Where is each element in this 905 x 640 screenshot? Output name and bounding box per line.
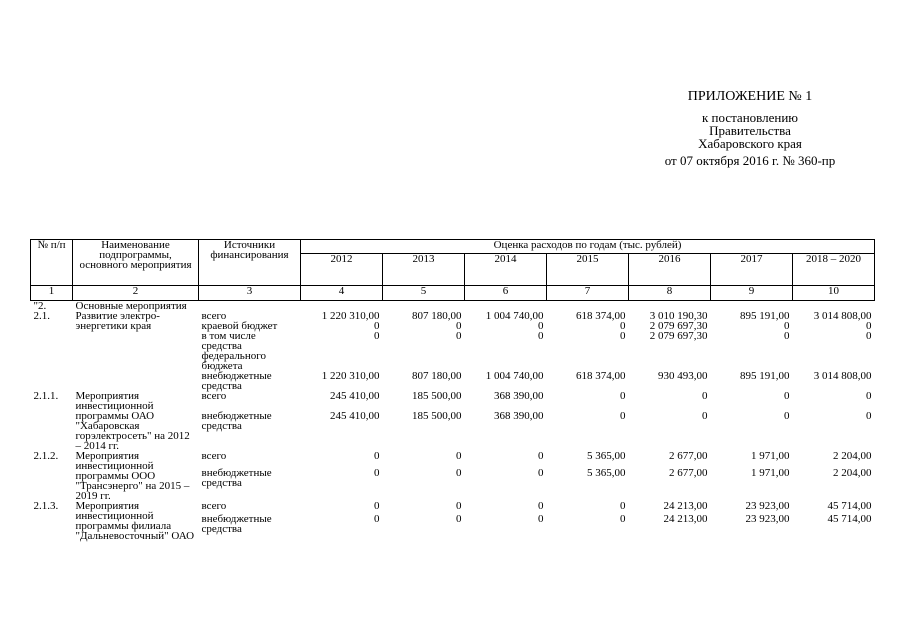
amount-cell: 368 390,00 <box>494 390 544 402</box>
amount-cell: 0 <box>456 450 462 462</box>
amount-cell: 0 <box>620 500 626 512</box>
amount-cell: 0 <box>456 466 462 479</box>
amount-cell: 23 923,00 <box>745 500 790 512</box>
column-number: 4 <box>301 286 383 301</box>
amount-cell: 0 <box>456 330 462 342</box>
amount-cell: 0 <box>784 330 790 342</box>
amount-cell: 5 365,00 <box>587 450 626 462</box>
header-estimate: Оценка расходов по годам (тыс. рублей) <box>301 240 875 254</box>
amount-cell: 1 971,00 <box>751 466 790 479</box>
amount-cell: 368 390,00 <box>494 410 544 422</box>
year-header: 2013 <box>383 254 465 286</box>
section-num: "2. <box>33 300 47 312</box>
amount-cell: 0 <box>538 513 544 526</box>
amount-cell: 807 180,00 <box>412 370 462 382</box>
amount-cell: 3 014 808,00 <box>813 370 872 382</box>
appendix-title: ПРИЛОЖЕНИЕ № 1 <box>687 89 813 104</box>
year-header: 2015 <box>547 254 629 286</box>
item-name: Мероприятия инвестиционной программы ООО "Трансэнерго" на 2015 – 2019 гг. <box>75 450 190 502</box>
amount-cell: 1 004 740,00 <box>485 310 544 322</box>
year-header: 2016 <box>629 254 711 286</box>
amount-cell: 3 014 808,00 <box>813 310 872 322</box>
financing-source: всего <box>201 450 227 462</box>
item-name: Мероприятия инвестиционной программы ОАО "Хабаровская горэлектросеть" на 2012 – 2014 гг. <box>75 390 190 452</box>
amount-cell: 0 <box>374 450 380 462</box>
amount-cell: 45 714,00 <box>827 500 872 512</box>
amount-cell: 0 <box>866 320 872 332</box>
amount-cell: 1 004 740,00 <box>485 370 544 382</box>
amount-cell: 0 <box>784 410 790 422</box>
amount-cell: 245 410,00 <box>330 390 380 402</box>
amount-cell: 0 <box>866 410 872 422</box>
financing-source: краевой бюджет <box>201 320 278 332</box>
amount-cell: 0 <box>702 410 708 422</box>
item-num: 2.1.3. <box>33 500 59 512</box>
amount-cell: 24 213,00 <box>663 500 708 512</box>
amount-cell: 0 <box>374 320 380 332</box>
table-row <box>31 451 875 468</box>
column-number: 9 <box>711 286 793 301</box>
amount-cell: 3 010 190,30 <box>649 310 708 322</box>
amount-cell: 0 <box>702 390 708 402</box>
column-number: 7 <box>547 286 629 301</box>
amount-cell: 23 923,00 <box>745 513 790 526</box>
amount-cell: 5 365,00 <box>587 466 626 479</box>
financing-source: всего <box>201 390 227 402</box>
year-header: 2012 <box>301 254 383 286</box>
header-num: № п/п <box>31 240 73 286</box>
item-num: 2.1. <box>33 310 50 322</box>
amount-cell: 895 191,00 <box>740 310 790 322</box>
amount-cell: 0 <box>374 513 380 526</box>
amount-cell: 24 213,00 <box>663 513 708 526</box>
amount-cell: 2 204,00 <box>833 450 872 462</box>
table-row <box>31 311 875 321</box>
amount-cell: 0 <box>456 500 462 512</box>
section-name: Основные мероприятия <box>75 300 187 312</box>
item-name: Мероприятия инвестиционной программы филиала "Дальневосточный" ОАО <box>75 500 195 542</box>
amount-cell: 0 <box>620 410 626 422</box>
financing-source: всего <box>201 310 227 322</box>
amount-cell: 0 <box>784 390 790 402</box>
amount-cell: 185 500,00 <box>412 390 462 402</box>
amount-cell: 185 500,00 <box>412 410 462 422</box>
amount-cell: 0 <box>866 330 872 342</box>
financing-source: внебюджетные средства <box>201 410 272 432</box>
amount-cell: 2 677,00 <box>669 450 708 462</box>
table-row <box>31 501 875 514</box>
financing-source: внебюджетные средства <box>201 513 272 536</box>
year-header: 2018 – 2020 <box>793 254 875 286</box>
amount-cell: 0 <box>538 500 544 512</box>
amount-cell: 2 079 697,30 <box>649 320 708 332</box>
amount-cell: 0 <box>374 500 380 512</box>
amount-cell: 0 <box>620 320 626 332</box>
amount-cell: 2 677,00 <box>669 466 708 479</box>
column-number: 6 <box>465 286 547 301</box>
amount-cell: 1 971,00 <box>751 450 790 462</box>
amount-cell: 0 <box>456 513 462 526</box>
financing-source: внебюджетные средства <box>201 466 272 489</box>
item-name: Развитие электро-энергетики края <box>75 310 160 332</box>
amount-cell: 45 714,00 <box>827 513 872 526</box>
table-row <box>31 391 875 411</box>
amount-cell: 0 <box>620 330 626 342</box>
amount-cell: 0 <box>620 513 626 526</box>
amount-cell: 0 <box>620 390 626 402</box>
appendix-header <box>620 90 880 167</box>
amount-cell: 2 079 697,30 <box>649 330 708 342</box>
amount-cell: 0 <box>538 320 544 332</box>
amount-cell: 618 374,00 <box>576 370 626 382</box>
financing-source: всего <box>201 500 227 512</box>
amount-cell: 0 <box>374 330 380 342</box>
amount-cell: 0 <box>538 450 544 462</box>
year-header: 2014 <box>465 254 547 286</box>
amount-cell: 0 <box>866 390 872 402</box>
financing-source: внебюджетные средства <box>201 370 272 392</box>
amount-cell: 0 <box>456 320 462 332</box>
column-number: 5 <box>383 286 465 301</box>
header-name: Наименование подпрограммы, основного мероприятия <box>73 240 199 286</box>
amount-cell: 0 <box>784 320 790 332</box>
column-number: 1 <box>31 286 73 301</box>
amount-cell: 807 180,00 <box>412 310 462 322</box>
financing-source: в том числе средства федерального бюджета <box>201 330 266 372</box>
amount-cell: 895 191,00 <box>740 370 790 382</box>
amount-cell: 0 <box>538 466 544 479</box>
column-number-row <box>31 286 875 301</box>
amount-cell: 0 <box>374 466 380 479</box>
amount-cell: 2 204,00 <box>833 466 872 479</box>
header-line-2: Правительства <box>709 123 791 138</box>
amount-cell: 930 493,00 <box>658 370 708 382</box>
item-num: 2.1.1. <box>33 390 59 402</box>
year-header: 2017 <box>711 254 793 286</box>
amount-cell: 1 220 310,00 <box>321 370 380 382</box>
amount-cell: 0 <box>538 330 544 342</box>
financing-table <box>30 239 875 541</box>
amount-cell: 245 410,00 <box>330 410 380 422</box>
header-line-1: к постановлению <box>701 110 799 125</box>
column-number: 3 <box>199 286 301 301</box>
column-number: 8 <box>629 286 711 301</box>
header-source: Источники финансирования <box>199 240 301 286</box>
header-line-3: Хабаровского края <box>698 136 802 151</box>
column-number: 10 <box>793 286 875 301</box>
item-num: 2.1.2. <box>33 450 59 462</box>
resolution-date: от 07 октября 2016 г. № 360-пр <box>664 153 836 168</box>
amount-cell: 1 220 310,00 <box>321 310 380 322</box>
amount-cell: 618 374,00 <box>576 310 626 322</box>
column-number: 2 <box>73 286 199 301</box>
